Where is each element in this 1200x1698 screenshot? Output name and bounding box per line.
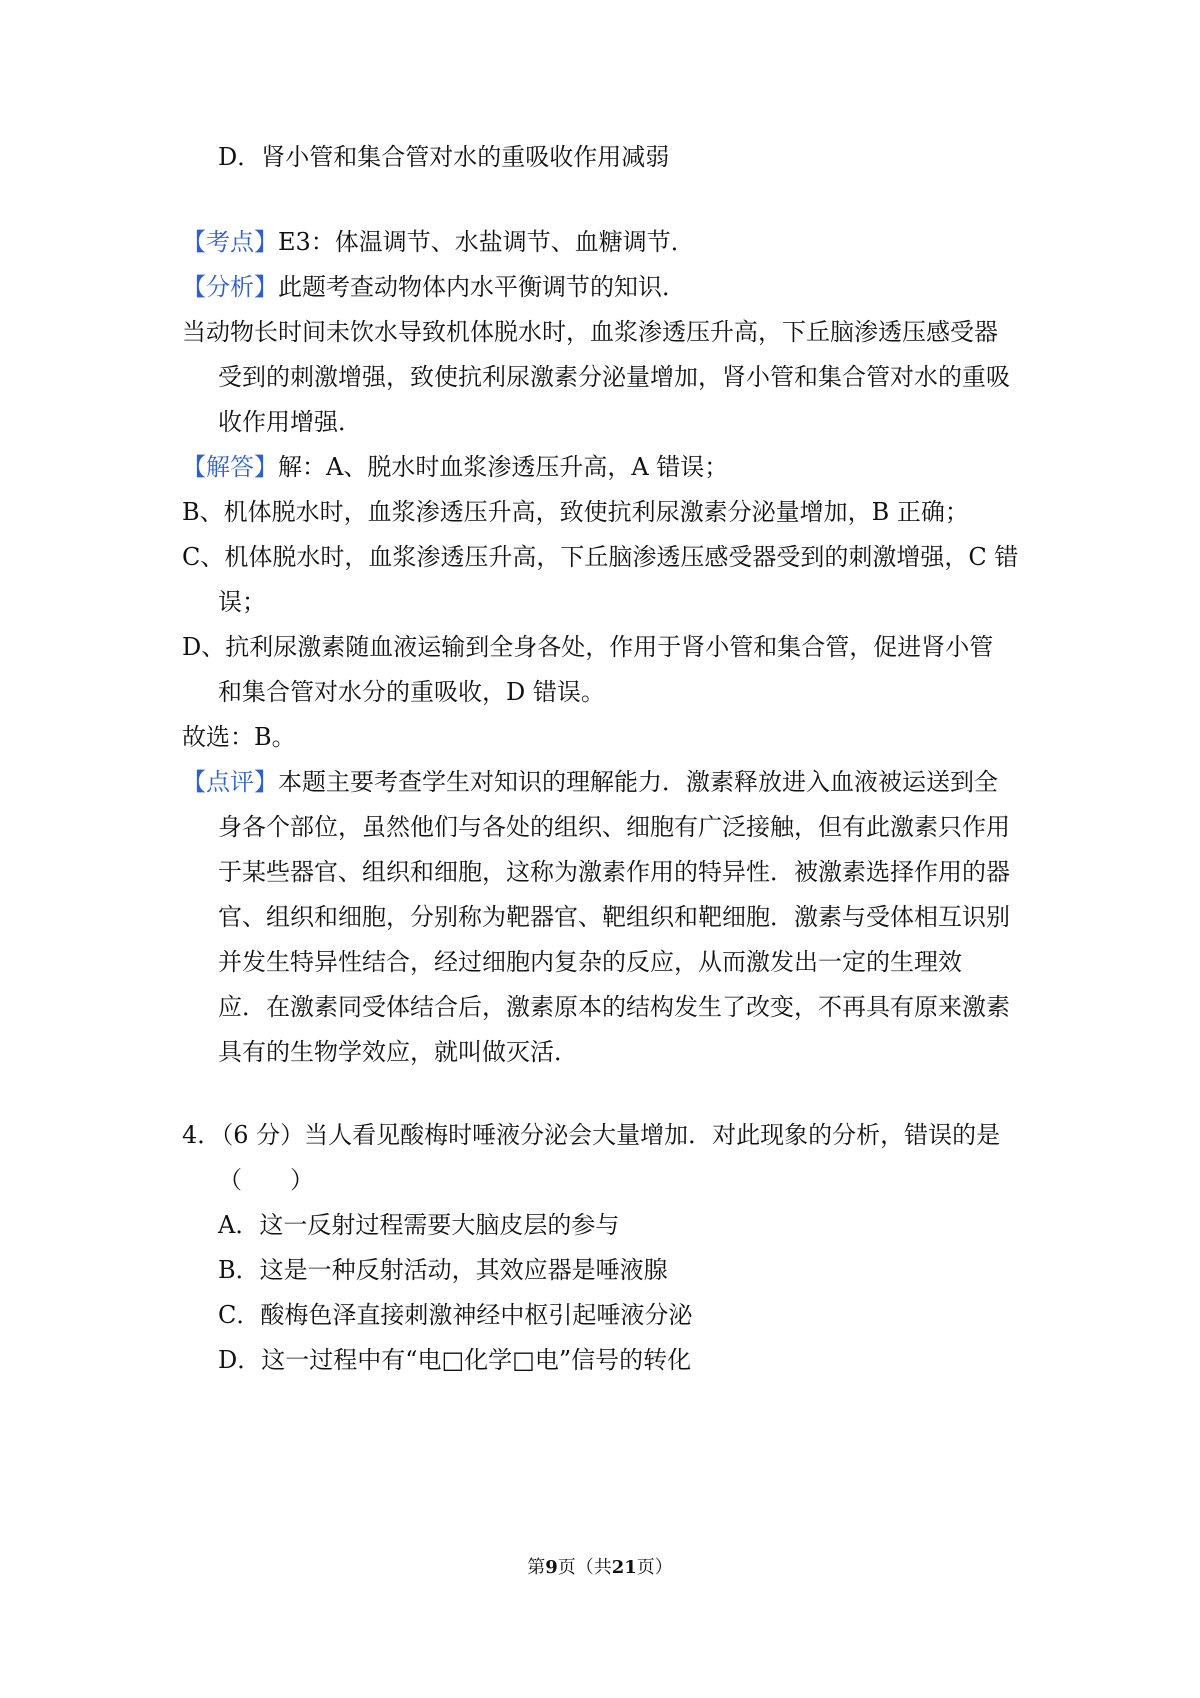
question-4-answer-blank: （ ） xyxy=(218,1166,314,1194)
kaodian-line xyxy=(182,225,695,259)
question-4-option-a: A．这一反射过程需要大脑皮层的参与 xyxy=(218,1211,620,1239)
dianping-line-2: 于某些器官、组织和细胞，这称为激素作用的特异性．被激素选择作用的器 xyxy=(218,858,1010,886)
question-4-stem: 4．（6 分）当人看见酸梅时唾液分泌会大量增加．对此现象的分析，错误的是 xyxy=(182,1121,1001,1149)
jieda-line-2: C、机体脱水时，血浆渗透压升高，下丘脑渗透压感受器受到的刺激增强，C 错 xyxy=(182,543,1019,571)
fenxi-line-2: 受到的刺激增强，致使抗利尿激素分泌量增加，肾小管和集合管对水的重吸 xyxy=(218,363,1010,391)
dianping-line xyxy=(182,765,998,799)
footer-suffix: 页） xyxy=(636,1557,673,1578)
dianping-line-3: 官、组织和细胞，分别称为靶器官、靶组织和靶细胞．激素与受体相互识别 xyxy=(218,903,1010,931)
fenxi-text: 此题考查动物体内水平衡调节的知识． xyxy=(278,273,686,301)
jieda-line-1: B、机体脱水时，血浆渗透压升高，致使抗利尿激素分泌量增加，B 正确； xyxy=(182,498,969,526)
footer-middle: 页（共 xyxy=(557,1557,612,1578)
answer-choice: 故选：B。 xyxy=(182,723,296,751)
question-4-option-d: D．这一过程中有“电□化学□电”信号的转化 xyxy=(218,1346,692,1374)
dianping-text: 本题主要考查学生对知识的理解能力．激素释放进入血液被运送到全 xyxy=(278,768,998,796)
jieda-line xyxy=(182,450,728,484)
fenxi-line-3: 收作用增强． xyxy=(218,408,362,436)
fenxi-line-1: 当动物长时间未饮水导致机体脱水时，血浆渗透压升高，下丘脑渗透压感受器 xyxy=(182,318,998,346)
dianping-line-4: 并发生特异性结合，经过细胞内复杂的反应，从而激发出一定的生理效 xyxy=(218,948,962,976)
jieda-line-5: 和集合管对水分的重吸收，D 错误。 xyxy=(218,678,605,706)
kaodian-text: E3：体温调节、水盐调节、血糖调节． xyxy=(278,228,695,256)
fenxi-line xyxy=(182,270,686,304)
jieda-line-4: D、抗利尿激素随血液运输到全身各处，作用于肾小管和集合管，促进肾小管 xyxy=(182,633,994,661)
jieda-tag: 【解答】 xyxy=(182,453,278,481)
jieda-line-3: 误； xyxy=(218,588,266,616)
fenxi-tag: 【分析】 xyxy=(182,273,278,301)
kaodian-tag: 【考点】 xyxy=(182,228,278,256)
footer-prefix: 第 xyxy=(527,1557,546,1578)
footer-page-number: 9 xyxy=(545,1557,558,1578)
dianping-line-1: 身各个部位，虽然他们与各处的组织、细胞有广泛接触，但有此激素只作用 xyxy=(218,813,1010,841)
dianping-tag: 【点评】 xyxy=(182,768,278,796)
q3-option-d: D．肾小管和集合管对水的重吸收作用减弱 xyxy=(218,143,670,171)
question-4-option-c: C．酸梅色泽直接刺激神经中枢引起唾液分泌 xyxy=(218,1301,693,1329)
dianping-line-5: 应．在激素同受体结合后，激素原本的结构发生了改变，不再具有原来激素 xyxy=(218,993,1010,1021)
question-4-option-b: B．这是一种反射活动，其效应器是唾液腺 xyxy=(218,1256,668,1284)
dianping-line-6: 具有的生物学效应，就叫做灭活． xyxy=(218,1038,578,1066)
footer-total-pages: 21 xyxy=(611,1557,637,1578)
page-footer xyxy=(0,1556,1200,1580)
jieda-text: 解：A、脱水时血浆渗透压升高，A 错误； xyxy=(278,453,729,481)
